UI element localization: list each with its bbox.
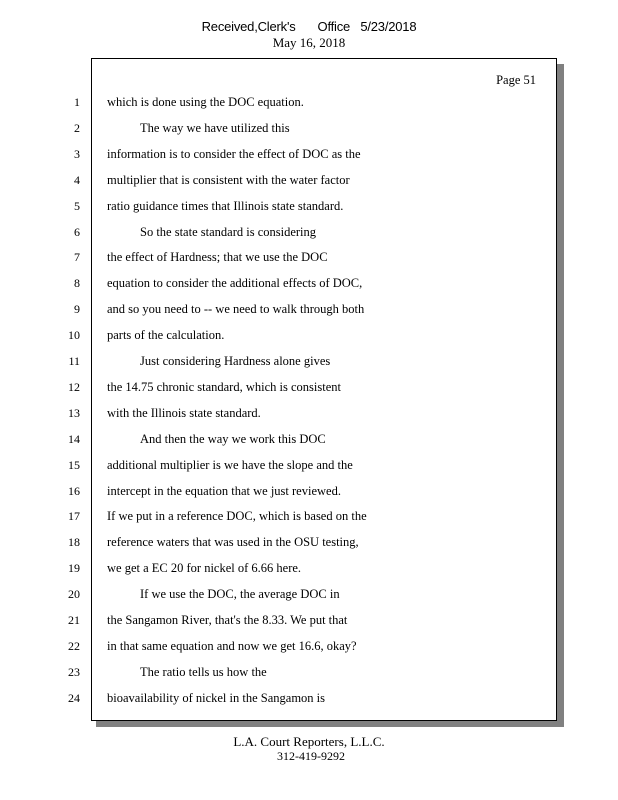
line-text: So the state standard is considering [140, 225, 317, 239]
line-number: 10 [68, 328, 80, 342]
line-text: reference waters that was used in the OSU testing, [107, 535, 359, 549]
line-text: And then the way we work this DOC [140, 432, 326, 446]
line-text: which is done using the DOC equation. [107, 95, 304, 109]
line-text: and so you need to -- we need to walk through both [107, 302, 365, 316]
stamp-date: 5/23/2018 [360, 19, 417, 34]
line-number: 16 [68, 484, 80, 498]
stamp-office: Office [317, 19, 351, 34]
hearing-date: May 16, 2018 [272, 35, 346, 50]
line-text: If we put in a reference DOC, which is based on the [107, 509, 367, 523]
line-number: 12 [68, 380, 80, 394]
line-text: additional multiplier is we have the slope and the [107, 458, 353, 472]
reporter-company: L.A. Court Reporters, L.L.C. [233, 734, 385, 749]
line-text: we get a EC 20 for nickel of 6.66 here. [107, 561, 302, 575]
line-number: 13 [68, 406, 80, 420]
line-text: The way we have utilized this [140, 121, 290, 135]
line-text: information is to consider the effect of DOC as the [107, 147, 361, 161]
line-number: 6 [74, 225, 80, 239]
line-text: equation to consider the additional effects of DOC, [107, 276, 363, 290]
line-text: If we use the DOC, the average DOC in [140, 587, 340, 601]
line-number: 3 [74, 147, 80, 161]
page-number: Page 51 [496, 73, 536, 87]
line-number: 14 [68, 432, 80, 446]
line-number: 8 [74, 276, 80, 290]
line-number: 4 [74, 173, 80, 187]
received-stamp [0, 19, 618, 34]
reporter-phone: 312-419-9292 [277, 749, 345, 763]
line-number: 17 [68, 509, 80, 523]
line-text: parts of the calculation. [107, 328, 225, 342]
line-text: the Sangamon River, that's the 8.33. We put that [107, 613, 348, 627]
line-number: 21 [68, 613, 80, 627]
line-number: 23 [68, 665, 80, 679]
line-number: 5 [74, 199, 80, 213]
line-number: 1 [74, 95, 80, 109]
line-text: multiplier that is consistent with the water factor [107, 173, 350, 187]
line-text: the effect of Hardness; that we use the DOC [107, 250, 328, 264]
line-text: intercept in the equation that we just reviewed. [107, 484, 341, 498]
line-number: 9 [74, 302, 80, 316]
line-text: ratio guidance times that Illinois state standard. [107, 199, 344, 213]
line-number: 24 [68, 691, 80, 705]
line-text: Just considering Hardness alone gives [140, 354, 331, 368]
line-text: with the Illinois state standard. [107, 406, 261, 420]
line-text: bioavailability of nickel in the Sangamon is [107, 691, 326, 705]
line-number: 18 [68, 535, 80, 549]
line-number: 19 [68, 561, 80, 575]
line-number: 20 [68, 587, 80, 601]
line-number: 11 [68, 354, 80, 368]
line-text: in that same equation and now we get 16.6, okay? [107, 639, 357, 653]
line-text: The ratio tells us how the [140, 665, 267, 679]
line-number: 22 [68, 639, 80, 653]
line-text: the 14.75 chronic standard, which is consistent [107, 380, 341, 394]
line-number: 2 [74, 121, 80, 135]
stamp-received: Received,Clerk's [201, 19, 296, 34]
line-number: 15 [68, 458, 80, 472]
line-number: 7 [74, 250, 80, 264]
